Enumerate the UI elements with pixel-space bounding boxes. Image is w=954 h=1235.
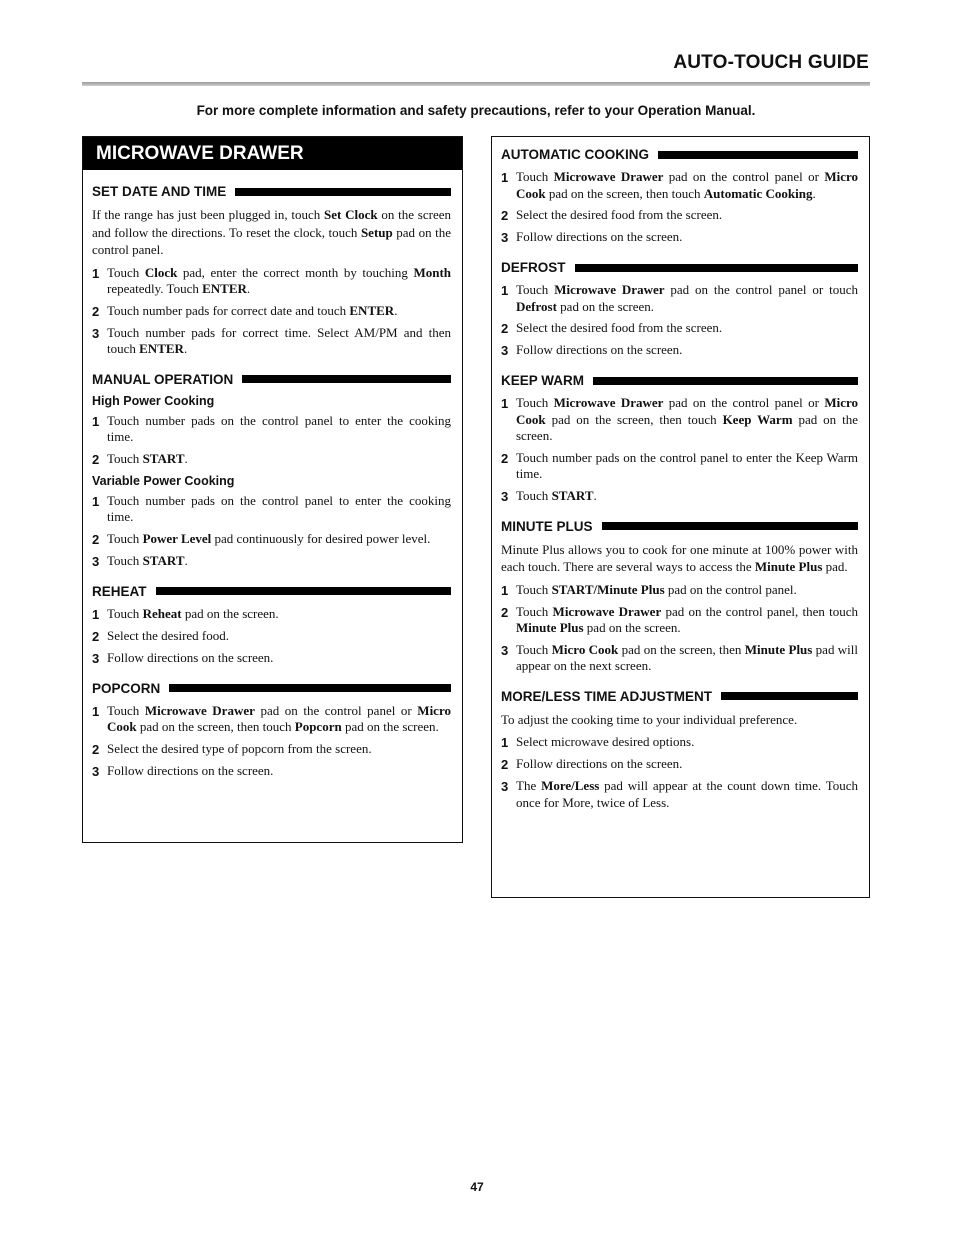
text-run: pad. (822, 559, 848, 574)
list-item (92, 413, 451, 446)
text-run: Follow directions on the screen. (107, 649, 274, 665)
section-heading-manual-operation: MANUAL OPERATION (92, 372, 451, 387)
step-text (516, 756, 858, 773)
bold-term: Month (413, 264, 451, 280)
section-heading-reheat: REHEAT (92, 584, 451, 599)
list-item (501, 582, 858, 599)
popcorn-steps (92, 703, 451, 780)
high-power-steps (92, 413, 451, 468)
right-panel (491, 136, 870, 898)
step-number: 2 (92, 628, 100, 644)
step-number: 1 (501, 170, 509, 185)
bold-term: Minute Plus (754, 559, 823, 574)
text-run: Follow directions on the screen. (516, 756, 683, 771)
text-run: Touch number pads on the control panel to enter the cooking time. (107, 412, 451, 444)
step-text (107, 265, 451, 298)
step-number: 2 (501, 450, 509, 466)
step-text (107, 628, 451, 645)
step-text (516, 395, 858, 445)
text-run: pad on the control panel. (664, 581, 797, 597)
text-run: Touch (107, 702, 145, 718)
minute-plus-intro (501, 541, 858, 576)
safety-notice: For more complete information and safety precautions, refer to your Operation Manual. (196, 103, 756, 118)
page-title: AUTO-TOUCH GUIDE (673, 52, 869, 73)
list-item (92, 741, 451, 758)
step-number: 1 (501, 582, 509, 598)
step-text (107, 650, 451, 667)
step-number: 1 (92, 606, 100, 622)
automatic-cooking-steps (501, 169, 858, 246)
bold-term: Power Level (142, 530, 212, 546)
bold-term: ENTER (349, 302, 395, 318)
step-text (107, 703, 451, 736)
page-number: 47 (470, 1180, 484, 1194)
step-number: 1 (501, 735, 509, 750)
text-run: Touch (516, 487, 552, 503)
step-text (516, 207, 858, 224)
bold-term: START (142, 552, 185, 568)
step-text (107, 741, 451, 758)
step-text (107, 763, 451, 780)
text-run: pad, enter the correct month by touching (177, 264, 414, 280)
bold-term: Set Clock (324, 207, 378, 222)
list-item (92, 763, 451, 780)
text-run: pad on the screen. (583, 620, 681, 635)
text-run: Touch (516, 282, 555, 297)
list-item (92, 628, 451, 645)
section-heading-automatic-cooking: AUTOMATIC COOKING (501, 147, 858, 162)
step-text (516, 320, 858, 337)
bold-term: Microwave Drawer (553, 169, 664, 184)
step-number: 3 (92, 325, 100, 341)
text-run: Select microwave desired options. (516, 734, 695, 749)
section-heading-set-date-and-time: SET DATE AND TIME (92, 184, 451, 199)
panel-banner: MICROWAVE DRAWER (83, 137, 462, 170)
list-item (501, 207, 858, 224)
step-text (516, 282, 858, 315)
list-item (92, 553, 451, 570)
text-run: To adjust the cooking time to your individual preference. (501, 711, 798, 727)
reheat-steps (92, 606, 451, 667)
bold-term: Micro Cook (551, 641, 619, 657)
text-run: Follow directions on the screen. (516, 229, 683, 244)
step-text (107, 303, 451, 320)
keep-warm-steps (501, 395, 858, 505)
text-run: Select the desired type of popcorn from the screen. (107, 740, 372, 756)
text-run: Touch (516, 603, 553, 619)
header-rule (82, 82, 870, 86)
step-number: 3 (501, 343, 509, 358)
step-text (107, 413, 451, 446)
list-item (501, 778, 858, 811)
text-run: pad on the screen, then (618, 641, 745, 657)
text-run: . (184, 450, 188, 466)
text-run: Touch (516, 395, 554, 410)
step-text (516, 229, 858, 246)
text-run: . (593, 487, 597, 503)
section-heading-more-less-time-adjustment: MORE/LESS TIME ADJUSTMENT (501, 689, 858, 704)
text-run: The (516, 778, 542, 793)
bold-term: Minute Plus (744, 641, 813, 657)
text-run: Follow directions on the screen. (107, 762, 274, 778)
bold-term: More/Less (541, 778, 600, 793)
bold-term: START (142, 450, 185, 466)
text-run: . (246, 281, 251, 296)
bold-term: Clock (144, 264, 178, 280)
bold-term: START (551, 487, 594, 503)
set-date-intro (92, 206, 451, 259)
section-heading-keep-warm: KEEP WARM (501, 373, 858, 388)
list-item (501, 488, 858, 505)
bold-term: Defrost (516, 298, 557, 314)
step-text (516, 342, 858, 359)
bold-term: Microwave Drawer (144, 702, 255, 718)
text-run: Touch (107, 264, 145, 280)
text-run: Touch number pads on the control panel to enter the cooking time. (107, 492, 451, 524)
step-text (107, 451, 451, 468)
bold-term: Microwave Drawer (554, 282, 665, 297)
text-run: pad on the control panel or (254, 702, 418, 718)
step-number: 3 (92, 650, 100, 666)
bold-term: Micro Cook (516, 169, 858, 201)
text-run: pad on the control panel or (663, 395, 825, 410)
list-item (501, 320, 858, 337)
text-run: pad on the control panel. (92, 224, 451, 257)
bold-term: Reheat (142, 605, 182, 621)
step-number: 3 (501, 779, 509, 794)
text-run: Touch number pads for correct date and touch (107, 302, 350, 318)
list-item (501, 734, 858, 751)
section-heading-minute-plus: MINUTE PLUS (501, 519, 858, 534)
bold-term: Keep Warm (722, 411, 793, 427)
bold-term: Microwave Drawer (552, 603, 662, 619)
list-item (501, 395, 858, 445)
subheading-high-power-cooking: High Power Cooking (92, 393, 215, 408)
text-run: . (184, 552, 188, 568)
step-number: 2 (92, 451, 100, 467)
step-number: 2 (501, 208, 509, 223)
text-run: pad on the screen, then touch (545, 185, 704, 201)
text-run: Touch (107, 605, 143, 621)
text-run: Touch number pads on the control panel to enter the Keep Warm time. (516, 449, 858, 481)
more-less-intro (501, 711, 858, 729)
bold-term: Setup (360, 224, 393, 240)
list-item (501, 604, 858, 637)
step-number: 3 (501, 642, 509, 658)
bold-term: Micro Cook (516, 395, 858, 427)
text-run: Select the desired food. (107, 627, 230, 643)
text-run: Touch (516, 641, 552, 657)
list-item (92, 265, 451, 298)
minute-plus-steps (501, 582, 858, 675)
text-run: pad on the screen. (556, 298, 655, 314)
text-run: pad will appear at the count down time. Touch once for More, twice of Less. (516, 778, 858, 810)
step-text (516, 450, 858, 483)
list-item (92, 493, 451, 526)
text-run: If the range has just been plugged in, touch (92, 207, 325, 222)
step-text (516, 778, 858, 811)
step-number: 2 (501, 604, 509, 620)
section-heading-defrost: DEFROST (501, 260, 858, 275)
bold-term: Automatic Cooking (703, 185, 813, 201)
list-item (92, 703, 451, 736)
section-heading-popcorn: POPCORN (92, 681, 451, 696)
list-item (92, 606, 451, 623)
list-item (92, 451, 451, 468)
step-number: 3 (92, 763, 100, 779)
step-number: 3 (92, 553, 100, 569)
bold-term: Micro Cook (107, 702, 451, 734)
text-run: . (394, 302, 398, 318)
bold-term: START/Minute Plus (551, 581, 665, 597)
step-number: 1 (92, 703, 100, 719)
step-number: 3 (501, 230, 509, 245)
bold-term: Microwave Drawer (553, 395, 664, 410)
step-number: 1 (501, 283, 509, 298)
list-item (501, 229, 858, 246)
text-run: Touch (107, 530, 143, 546)
step-text (516, 734, 858, 751)
text-run: . (183, 341, 188, 356)
bold-term: ENTER (202, 281, 247, 296)
variable-power-steps (92, 493, 451, 570)
text-run: pad on the screen. (181, 605, 279, 621)
bold-term: ENTER (139, 341, 184, 356)
list-item (92, 650, 451, 667)
text-run: . (812, 185, 816, 201)
text-run: pad on the screen, then touch (136, 719, 295, 734)
text-run: pad on the control panel or (663, 169, 825, 184)
step-number: 2 (92, 741, 100, 757)
step-text (516, 169, 858, 202)
text-run: Touch (107, 450, 143, 466)
defrost-steps (501, 282, 858, 359)
step-number: 1 (92, 265, 100, 281)
text-run: pad will appear on the next screen. (516, 641, 859, 673)
text-run: Select the desired food from the screen. (516, 207, 723, 222)
step-text (107, 325, 451, 358)
text-run: Minute Plus allows you to cook for one minute at 100% power with each touch. There are several ways to access the (501, 541, 858, 574)
step-text (107, 553, 451, 570)
step-text (516, 582, 858, 599)
step-number: 1 (501, 396, 509, 411)
list-item (92, 325, 451, 358)
text-run: Select the desired food from the screen. (516, 320, 723, 335)
list-item (501, 450, 858, 483)
text-run: on the screen and follow the directions. To reset the clock, touch (92, 207, 451, 240)
text-run: Touch (516, 581, 552, 597)
list-item (92, 531, 451, 548)
step-text (516, 604, 858, 637)
set-date-steps (92, 265, 451, 358)
list-item (92, 303, 451, 320)
text-run: pad on the screen. (516, 411, 858, 443)
bold-term: Popcorn (294, 719, 342, 734)
text-run: pad on the control panel, then touch (661, 603, 858, 619)
subheading-variable-power-cooking: Variable Power Cooking (92, 473, 235, 488)
more-less-steps (501, 734, 858, 811)
step-text (107, 606, 451, 623)
text-run: pad continuously for desired power level. (211, 530, 431, 546)
step-number: 2 (501, 757, 509, 772)
text-run: pad on the screen. (341, 719, 439, 734)
text-run: pad on the screen, then touch (545, 411, 723, 427)
step-text (516, 488, 858, 505)
step-text (516, 642, 858, 675)
list-item (501, 642, 858, 675)
left-panel (82, 136, 463, 843)
step-number: 3 (501, 488, 509, 504)
list-item (501, 756, 858, 773)
bold-term: Minute Plus (516, 620, 584, 635)
step-number: 1 (92, 493, 100, 509)
list-item (501, 282, 858, 315)
list-item (501, 169, 858, 202)
step-text (107, 531, 451, 548)
step-number: 2 (501, 321, 509, 336)
step-number: 2 (92, 531, 100, 547)
text-run: Touch number pads for correct time. Select AM/PM and then touch (107, 324, 451, 356)
step-number: 2 (92, 303, 100, 319)
text-run: Touch (107, 552, 143, 568)
text-run: pad on the control panel or touch (664, 282, 858, 297)
step-text (107, 493, 451, 526)
text-run: Follow directions on the screen. (516, 342, 683, 357)
text-run: repeatedly. Touch (107, 281, 203, 296)
text-run: Touch (516, 169, 554, 184)
step-number: 1 (92, 413, 100, 429)
list-item (501, 342, 858, 359)
